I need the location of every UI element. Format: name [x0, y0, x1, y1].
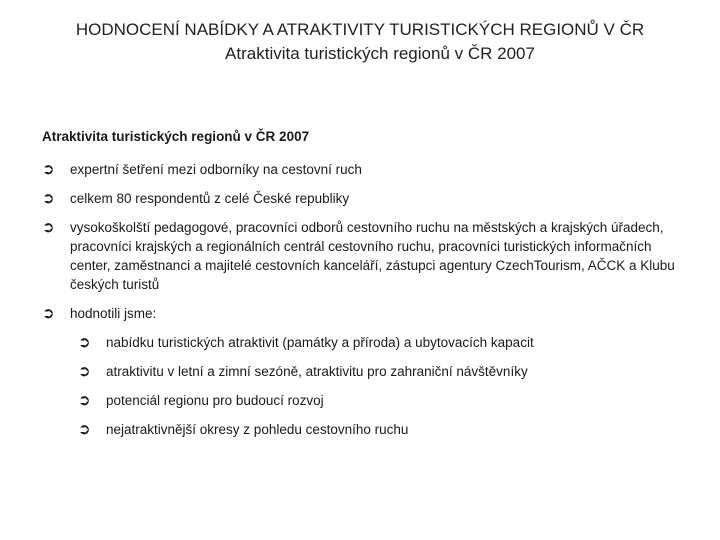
slide-title-line-1: HODNOCENÍ NABÍDKY A ATRAKTIVITY TURISTICKÝCH REGIONŮ V ČR: [75, 20, 645, 39]
arrow-right-icon: ➲: [78, 392, 91, 409]
arrow-right-icon: ➲: [42, 305, 55, 322]
bullet-text: expertní šetření mezi odborníky na cestovní ruch: [70, 162, 362, 177]
sub-bullet-item: [78, 391, 692, 410]
arrow-right-icon: ➲: [78, 363, 91, 380]
sub-bullet-item: [78, 362, 692, 381]
bullet-text: celkem 80 respondentů z celé České republiky: [70, 191, 350, 206]
bullet-item: [42, 160, 692, 179]
bullet-item: [42, 189, 692, 208]
slide-content: [42, 128, 692, 449]
arrow-right-icon: ➲: [78, 421, 91, 438]
bullet-text: vysokoškolští pedagogové, pracovníci odborů cestovního ruchu na městských a krajských úřadech, pracovníci krajských a regionálních centrál cestovního ruchu, pracovníci turistických informačních center, zaměstnanci a majitelé cestovních kanceláří, zástupci agentury CzechTourism, AČCK a Klubu českých turistů: [70, 220, 675, 292]
sub-bullet-list: [78, 333, 692, 439]
slide-title: [0, 18, 720, 66]
bullet-text: hodnotili jsme:: [70, 306, 157, 321]
sub-bullet-text: nejatraktivnější okresy z pohledu cestovního ruchu: [106, 422, 409, 437]
sub-bullet-text: nabídku turistických atraktivit (památky a příroda) a ubytovacích kapacit: [106, 335, 534, 350]
sub-bullet-item: [78, 420, 692, 439]
section-heading: Atraktivita turistických regionů v ČR 2007: [42, 129, 310, 144]
sub-bullet-text: atraktivitu v letní a zimní sezóně, atraktivitu pro zahraniční návštěvníky: [106, 364, 528, 379]
bullet-item: [42, 218, 692, 294]
arrow-right-icon: ➲: [42, 161, 55, 178]
sub-bullet-text: potenciál regionu pro budoucí rozvoj: [106, 393, 324, 408]
sub-bullet-item: [78, 333, 692, 352]
arrow-right-icon: ➲: [42, 190, 55, 207]
arrow-right-icon: ➲: [42, 219, 55, 236]
slide-title-line-2: Atraktivita turistických regionů v ČR 2007: [225, 44, 535, 63]
arrow-right-icon: ➲: [78, 334, 91, 351]
bullet-item: [42, 304, 692, 323]
